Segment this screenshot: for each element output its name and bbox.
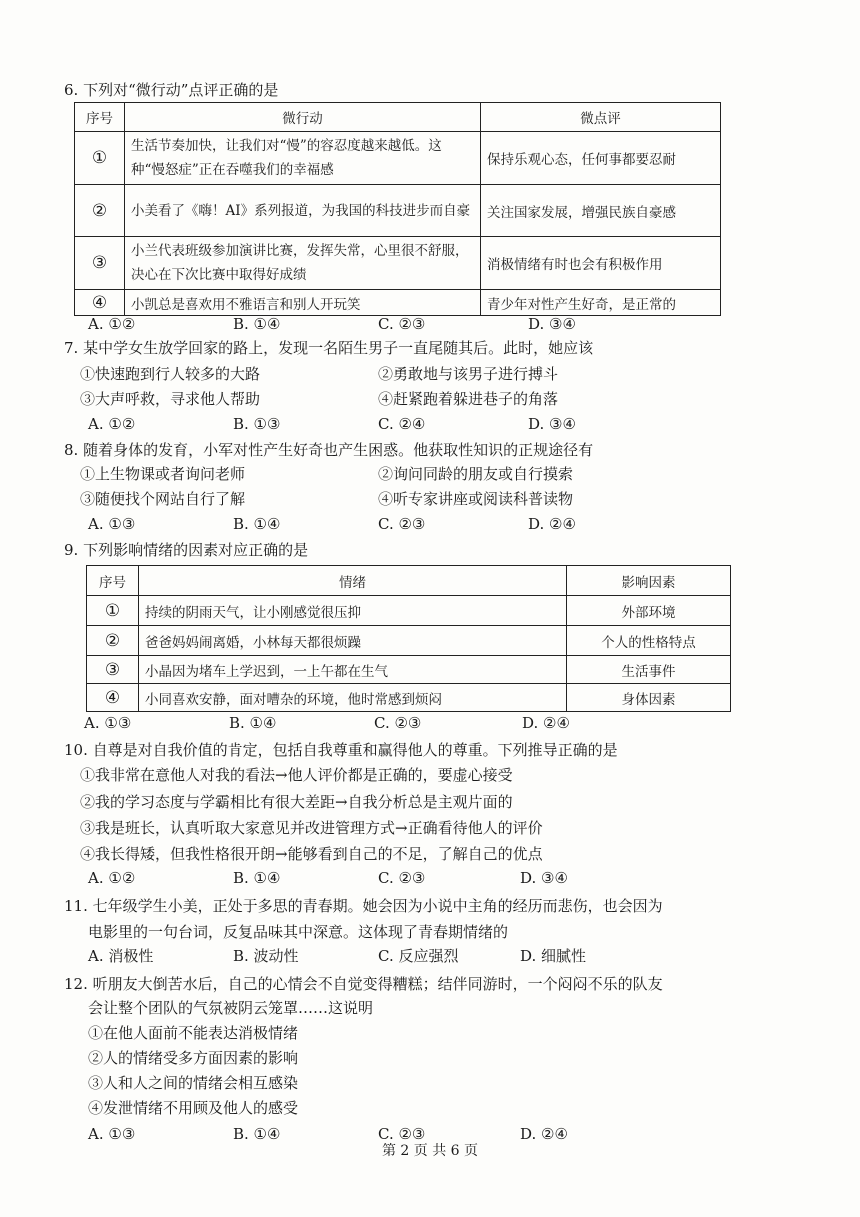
q6-options <box>88 314 788 334</box>
row-emotion: 爸爸妈妈闹离婚，小林每天都很烦躁 <box>139 626 567 656</box>
row-action: 生活节奏加快，让我们对“慢”的容忍度越来越低。这种“慢怒症”正在吞噬我们的幸福感 <box>125 132 481 185</box>
row-action: 小兰代表班级参加演讲比赛，发挥失常，心里很不舒服，决心在下次比赛中取得好成绩 <box>125 237 481 290</box>
option-b[interactable]: B. ①④ <box>233 1125 281 1143</box>
q12-stem-line1: 12. 听朋友大倒苦水后，自己的心情会不自觉变得糟糕；结伴同游时，一个闷闷不乐的队友 <box>64 975 663 993</box>
row-emotion: 持续的阴雨天气，让小刚感觉很压抑 <box>139 596 567 626</box>
option-a[interactable]: A. ①② <box>88 315 136 333</box>
option-d[interactable]: D. ②④ <box>522 714 570 732</box>
row-number: ④ <box>87 684 139 712</box>
q12-stem-line2: 会让整个团队的气氛被阴云笼罩……这说明 <box>88 999 374 1017</box>
option-a[interactable]: A. ①② <box>88 869 136 887</box>
row-comment: 消极情绪有时也会有积极作用 <box>481 237 721 290</box>
q9-table <box>86 565 731 712</box>
option-a[interactable]: A. ①③ <box>84 714 132 732</box>
table-row <box>87 596 731 626</box>
q11-stem-line1: 11. 七年级学生小美，正处于多思的青春期。她会因为小说中主角的经历而悲伤，也会因为 <box>64 897 663 915</box>
row-action: 小美看了《嗨！AI》系列报道，为我国的科技进步而自豪 <box>125 185 481 237</box>
option-a[interactable]: A. ①③ <box>88 1125 136 1143</box>
q9-header-num: 序号 <box>87 566 139 596</box>
q6-header-action: 微行动 <box>125 103 481 132</box>
q6-header-comment: 微点评 <box>481 103 721 132</box>
q10-item-1: ①我非常在意他人对我的看法→他人评价都是正确的，要虚心接受 <box>80 766 513 784</box>
table-row <box>75 290 721 316</box>
q9-table-header <box>87 566 731 596</box>
option-b[interactable]: B. ①④ <box>233 515 281 533</box>
option-d[interactable]: D. ③④ <box>520 869 568 887</box>
q6-header-num: 序号 <box>75 103 125 132</box>
row-comment: 保持乐观心态，任何事都要忍耐 <box>481 132 721 185</box>
option-a[interactable]: A. ①② <box>88 415 136 433</box>
table-row <box>75 185 721 237</box>
option-d[interactable]: D. ②④ <box>520 1125 568 1143</box>
option-d[interactable]: D. ②④ <box>528 515 576 533</box>
q10-item-3: ③我是班长，认真听取大家意见并改进管理方式→正确看待他人的评价 <box>80 819 543 837</box>
row-factor: 生活事件 <box>567 656 731 684</box>
option-a[interactable]: A. 消极性 <box>88 947 154 965</box>
option-c[interactable]: C. ②③ <box>378 315 426 333</box>
row-factor: 外部环境 <box>567 596 731 626</box>
q11-stem-line2: 电影里的一句台词，反复品味其中深意。这体现了青春期情绪的 <box>88 923 509 941</box>
row-number: ① <box>87 596 139 626</box>
table-row <box>75 237 721 290</box>
table-row <box>87 684 731 712</box>
q12-item-1: ①在他人面前不能表达消极情绪 <box>88 1024 299 1042</box>
q11-options <box>88 946 788 966</box>
q10-stem: 10. 自尊是对自我价值的肯定，包括自我尊重和赢得他人的尊重。下列推导正确的是 <box>64 741 618 759</box>
row-factor: 个人的性格特点 <box>567 626 731 656</box>
q9-stem: 9. 下列影响情绪的因素对应正确的是 <box>64 541 309 559</box>
option-b[interactable]: B. ①④ <box>229 714 277 732</box>
option-c[interactable]: C. ②③ <box>378 869 426 887</box>
q8-item-3: ③随便找个网站自行了解 <box>80 490 246 508</box>
option-a[interactable]: A. ①③ <box>88 515 136 533</box>
row-factor: 身体因素 <box>567 684 731 712</box>
option-c[interactable]: C. ②③ <box>378 515 426 533</box>
option-c[interactable]: C. ②④ <box>378 415 426 433</box>
option-c[interactable]: C. 反应强烈 <box>378 947 459 965</box>
q12-item-3: ③人和人之间的情绪会相互感染 <box>88 1074 299 1092</box>
row-action: 小凯总是喜欢用不雅语言和别人开玩笑 <box>125 290 481 316</box>
q8-item-4: ④听专家讲座或阅读科普读物 <box>378 490 574 508</box>
row-number: ② <box>87 626 139 656</box>
row-number: ② <box>75 185 125 237</box>
q10-options <box>88 868 788 888</box>
option-b[interactable]: B. ①③ <box>233 415 281 433</box>
row-comment: 青少年对性产生好奇，是正常的 <box>481 290 721 316</box>
q8-item-2: ②询问同龄的朋友或自行摸索 <box>378 465 574 483</box>
row-number: ④ <box>75 290 125 316</box>
q7-options <box>88 414 788 434</box>
q12-item-2: ②人的情绪受多方面因素的影响 <box>88 1049 299 1067</box>
q9-header-emotion: 情绪 <box>139 566 567 596</box>
q7-item-4: ④赶紧跑着躲进巷子的角落 <box>378 390 559 408</box>
q6-stem: 6. 下列对“微行动”点评正确的是 <box>64 81 279 99</box>
q8-options <box>88 514 788 534</box>
q6-table <box>74 102 721 316</box>
row-number: ① <box>75 132 125 185</box>
q8-item-1: ①上生物课或者询问老师 <box>80 465 246 483</box>
option-d[interactable]: D. ③④ <box>528 315 576 333</box>
row-number: ③ <box>75 237 125 290</box>
q8-stem: 8. 随着身体的发育，小军对性产生好奇也产生困惑。他获取性知识的正规途径有 <box>64 441 594 459</box>
q7-item-2: ②勇敢地与该男子进行搏斗 <box>378 365 559 383</box>
table-row <box>75 132 721 185</box>
option-d[interactable]: D. 细腻性 <box>520 947 587 965</box>
q7-item-1: ①快速跑到行人较多的大路 <box>80 365 261 383</box>
q10-item-4: ④我长得矮，但我性格很开朗→能够看到自己的不足，了解自己的优点 <box>80 845 543 863</box>
page-footer: 第 2 页 共 6 页 <box>381 1143 479 1159</box>
q9-options <box>84 713 784 733</box>
row-comment: 关注国家发展，增强民族自豪感 <box>481 185 721 237</box>
option-d[interactable]: D. ③④ <box>528 415 576 433</box>
row-emotion: 小同喜欢安静，面对嘈杂的环境，他时常感到烦闷 <box>139 684 567 712</box>
option-b[interactable]: B. ①④ <box>233 869 281 887</box>
q7-item-3: ③大声呼救，寻求他人帮助 <box>80 390 261 408</box>
option-b[interactable]: B. 波动性 <box>233 947 299 965</box>
row-number: ③ <box>87 656 139 684</box>
q6-table-header <box>75 103 721 132</box>
option-c[interactable]: C. ②③ <box>378 1125 426 1143</box>
q12-item-4: ④发泄情绪不用顾及他人的感受 <box>88 1099 299 1117</box>
q7-stem: 7. 某中学女生放学回家的路上，发现一名陌生男子一直尾随其后。此时，她应该 <box>64 339 594 357</box>
table-row <box>87 656 731 684</box>
option-c[interactable]: C. ②③ <box>374 714 422 732</box>
q9-header-factor: 影响因素 <box>567 566 731 596</box>
q10-item-2: ②我的学习态度与学霸相比有很大差距→自我分析总是主观片面的 <box>80 793 513 811</box>
option-b[interactable]: B. ①④ <box>233 315 281 333</box>
row-emotion: 小晶因为堵车上学迟到，一上午都在生气 <box>139 656 567 684</box>
table-row <box>87 626 731 656</box>
